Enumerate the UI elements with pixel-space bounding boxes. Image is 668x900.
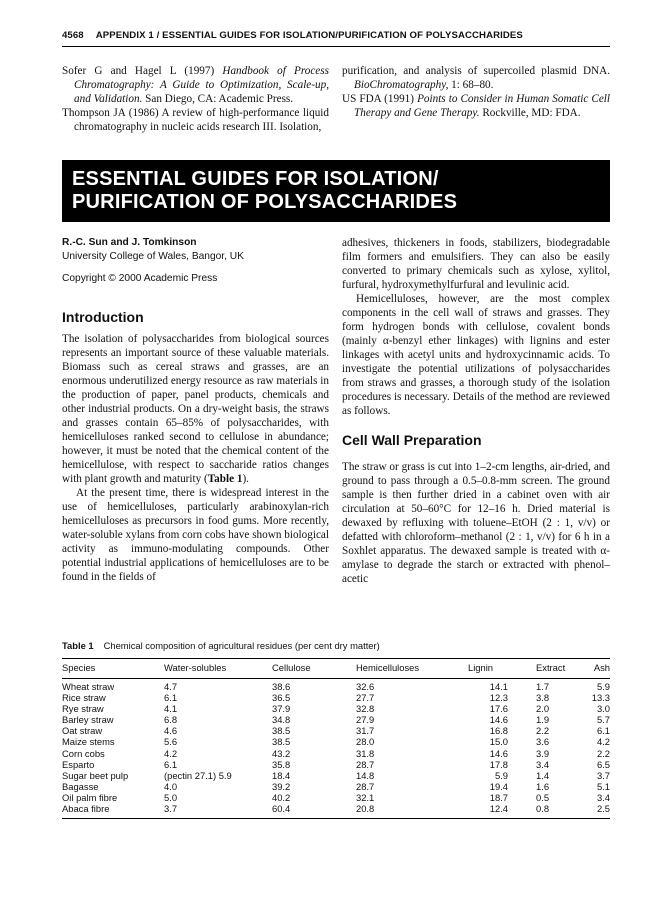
table-cell: Rye straw	[62, 703, 104, 715]
table-cell: 16.8	[489, 725, 508, 737]
paragraph: The straw or grass is cut into 1–2-cm lengths, air-dried, and ground to pass through a 0.5–0.8-mm screen. The ground sample is then further dried in a cabinet oven with air circulation at 50–60°C for 12–16 h. Dried material is dewaxed by refluxing with toluene–EtOH (2 : 1, v/v) or defatted with chloroform–methanol (2 : 1, v/v) for 6 h in a Soxhlet apparatus. The dewaxed sample is treated with α-amylase to degrade the starch or extracted with phenol–acetic	[342, 461, 610, 585]
table-cell: 32.1	[356, 791, 375, 803]
table-row	[62, 714, 610, 725]
right-column	[342, 236, 610, 586]
copyright: Copyright © 2000 Academic Press	[62, 273, 218, 284]
table-cell: 5.6	[164, 736, 178, 748]
table-cell: Esparto	[62, 758, 95, 770]
table-cell: 38.6	[272, 681, 291, 692]
table-cell: 5.0	[164, 791, 178, 803]
table-reference-link[interactable]: Table 1	[207, 473, 243, 485]
left-column	[62, 236, 329, 584]
table-cell: 5.9	[596, 681, 610, 692]
table-cell: 32.6	[356, 681, 375, 692]
table-row	[62, 725, 610, 736]
table-cell: 14.6	[489, 747, 508, 759]
references-left	[62, 64, 329, 134]
table-cell: 3.0	[596, 703, 610, 715]
table-cell: 17.8	[489, 758, 508, 770]
table-row	[62, 748, 610, 759]
table-cell: 3.4	[596, 791, 610, 803]
table-cell: 60.4	[272, 803, 291, 815]
table-row	[62, 803, 610, 814]
table-cell: 3.6	[536, 736, 550, 748]
table-cell: 14.8	[356, 769, 375, 781]
table-cell: 35.8	[272, 758, 291, 770]
table-cell: 28.7	[356, 758, 375, 770]
table-cell: 17.6	[489, 703, 508, 715]
table-cell: Oat straw	[62, 725, 103, 737]
table-cell: 12.4	[489, 803, 508, 815]
table-cell: 5.9	[494, 769, 508, 781]
author-names: R.-C. Sun and J. Tomkinson	[62, 237, 197, 248]
table-bottom-rule	[62, 818, 610, 819]
column-header: Species	[62, 661, 96, 673]
table-cell: Rice straw	[62, 692, 106, 704]
table-cell: 3.7	[164, 803, 178, 815]
table-cell: Barley straw	[62, 714, 114, 726]
running-title: APPENDIX 1 / ESSENTIAL GUIDES FOR ISOLATION/PURIFICATION OF POLYSACCHARIDES	[95, 30, 523, 41]
table-cell: Wheat straw	[62, 681, 115, 692]
table-caption: Table 1 Chemical composition of agricultural residues (per cent dry matter)	[62, 640, 380, 651]
table-cell: 19.4	[489, 780, 508, 792]
table-cell: Corn cobs	[62, 747, 105, 759]
table-header-row	[62, 659, 610, 675]
article-title-banner	[62, 160, 610, 222]
table-cell: 39.2	[272, 780, 291, 792]
table-cell: 18.4	[272, 769, 291, 781]
table-cell: 0.5	[536, 791, 550, 803]
table-cell: 28.7	[356, 780, 375, 792]
table-1	[62, 640, 610, 819]
table-cell: 2.0	[536, 703, 550, 715]
table-cell: 27.9	[356, 714, 375, 726]
table-row	[62, 703, 610, 714]
author-block	[62, 236, 329, 286]
table-cell: Sugar beet pulp	[62, 769, 129, 781]
paragraph: The isolation of polysaccharides from biological sources represents an important source of these valuable materials. Biomass such as cereal straws and grasses, are an enormous underutilized energy resource as raw materials in the production of paper, panel products, chemicals and other industrial products. On a dry-weight basis, the straws and grasses contain 65–85% of polysaccharides, with hemicelluloses ranked second to cellulose in abundance; however, it must be noted that the chemical content of the hemicellulose, with respect to saccharide ratios changes with plant growth and maturity (Table 1).	[62, 333, 329, 485]
column-header: Lignin	[468, 661, 494, 673]
author-affiliation: University College of Wales, Bangor, UK	[62, 251, 244, 262]
table-cell: 12.3	[489, 692, 508, 704]
column-header: Water-solubles	[164, 661, 227, 673]
table-header-rule	[62, 678, 610, 679]
running-header	[62, 30, 610, 41]
table-cell: 2.2	[596, 747, 610, 759]
table-cell: 31.8	[356, 747, 375, 759]
header-rule	[62, 46, 610, 47]
table-cell: 6.8	[164, 714, 178, 726]
table-cell: 4.7	[164, 681, 178, 692]
paragraph: adhesives, thickeners in foods, stabilizers, biodegradable film formers and emulsifiers. They can also be easily converted to primary chemicals such as xylose, xylitol, furfural, hydroxymethylfurfural and levulinic acid.	[342, 237, 610, 291]
reference-entry: Thompson JA (1986) A review of high-performance liquid chromatography in nucleic acids research III. Isolation,	[62, 107, 329, 133]
column-header: Cellulose	[272, 661, 311, 673]
table-cell: 4.0	[164, 780, 178, 792]
table-cell: 43.2	[272, 747, 291, 759]
table-cell: Bagasse	[62, 780, 99, 792]
table-cell: 14.1	[489, 681, 508, 692]
table-cell: 1.7	[536, 681, 550, 692]
table-cell: 18.7	[489, 791, 508, 803]
page-number: 4568	[62, 30, 84, 41]
table-row	[62, 792, 610, 803]
table-cell: 1.9	[536, 714, 550, 726]
table-row	[62, 692, 610, 703]
table-cell: 27.7	[356, 692, 375, 704]
table-cell: 32.8	[356, 703, 375, 715]
reference-entry: purification, and analysis of supercoiled plasmid DNA. BioChromatography, 1: 68–80.	[342, 65, 610, 91]
section-heading-introduction: Introduction	[62, 309, 144, 325]
references-right	[342, 64, 610, 120]
table-cell: 13.3	[591, 692, 610, 704]
table-cell: 38.5	[272, 736, 291, 748]
table-cell: 4.2	[164, 747, 178, 759]
table-cell: 36.5	[272, 692, 291, 704]
table-row	[62, 759, 610, 770]
table-row	[62, 781, 610, 792]
section-heading-cell-wall: Cell Wall Preparation	[342, 432, 482, 448]
table-cell: 3.4	[536, 758, 550, 770]
table-cell: 34.8	[272, 714, 291, 726]
paragraph: Hemicelluloses, however, are the most complex components in the cell wall of straws and grasses. They form hydrogen bonds with cellulose, covalent bonds (mainly α-benzyl ether linkages) with lignins and ester linkages with acetyl units and hydroxycinnamic acids. To investigate the potential utilizations of polysaccharides from straws and grasses, a thorough study of the isolation procedures is necessary. Details of the method are reviewed as follows.	[342, 293, 610, 417]
table-row	[62, 681, 610, 692]
table-cell: Abaca fibre	[62, 803, 110, 815]
table-cell: 1.6	[536, 780, 550, 792]
table-cell: 6.1	[164, 758, 178, 770]
column-header: Ash	[593, 661, 610, 673]
reference-entry: US FDA (1991) Points to Consider in Human Somatic Cell Therapy and Gene Therapy. Rockville, MD: FDA.	[342, 93, 611, 119]
paragraph: At the present time, there is widespread interest in the use of hemicelluloses, particularly arabinoxylan-rich hemicelluloses as precursors in food gums. More recently, water-soluble xylans from corn cobs have shown biological activity as immuno-modulating compounds. Other potential industrial applications of hemicelluloses are to be found in the fields of	[62, 487, 329, 583]
table-cell: 6.1	[596, 725, 610, 737]
table-cell: 40.2	[272, 791, 291, 803]
table-cell: 14.6	[489, 714, 508, 726]
article-title: ESSENTIAL GUIDES FOR ISOLATION/ PURIFICATION OF POLYSACCHARIDES	[72, 168, 458, 213]
composition-table	[62, 659, 610, 814]
table-cell: 4.2	[596, 736, 610, 748]
table-cell: 38.5	[272, 725, 291, 737]
table-cell: (pectin 27.1) 5.9	[164, 769, 232, 781]
table-cell: 37.9	[272, 703, 291, 715]
table-cell: 6.1	[164, 692, 178, 704]
table-cell: 2.5	[596, 803, 610, 815]
table-cell: 20.8	[356, 803, 375, 815]
table-cell: 3.9	[536, 747, 550, 759]
table-cell: Oil palm fibre	[62, 791, 118, 803]
table-cell: 0.8	[536, 803, 550, 815]
table-cell: 3.7	[596, 769, 610, 781]
table-cell: Maize stems	[62, 736, 115, 748]
table-cell: 28.0	[356, 736, 375, 748]
table-row	[62, 736, 610, 747]
table-cell: 4.1	[164, 703, 178, 715]
table-cell: 4.6	[164, 725, 178, 737]
table-cell: 3.8	[536, 692, 550, 704]
table-row	[62, 770, 610, 781]
column-header: Extract	[536, 661, 566, 673]
table-cell: 6.5	[596, 758, 610, 770]
table-cell: 15.0	[489, 736, 508, 748]
table-cell: 31.7	[356, 725, 375, 737]
column-header: Hemicelluloses	[356, 661, 420, 673]
table-cell: 5.1	[596, 780, 610, 792]
reference-entry: Sofer G and Hagel L (1997) Handbook of Process Chromatography: A Guide to Optimization, Scale-up, and Validation. San Diego, CA: Academic Press.	[62, 65, 329, 105]
table-cell: 1.4	[536, 769, 550, 781]
table-cell: 2.2	[536, 725, 550, 737]
table-cell: 5.7	[596, 714, 610, 726]
